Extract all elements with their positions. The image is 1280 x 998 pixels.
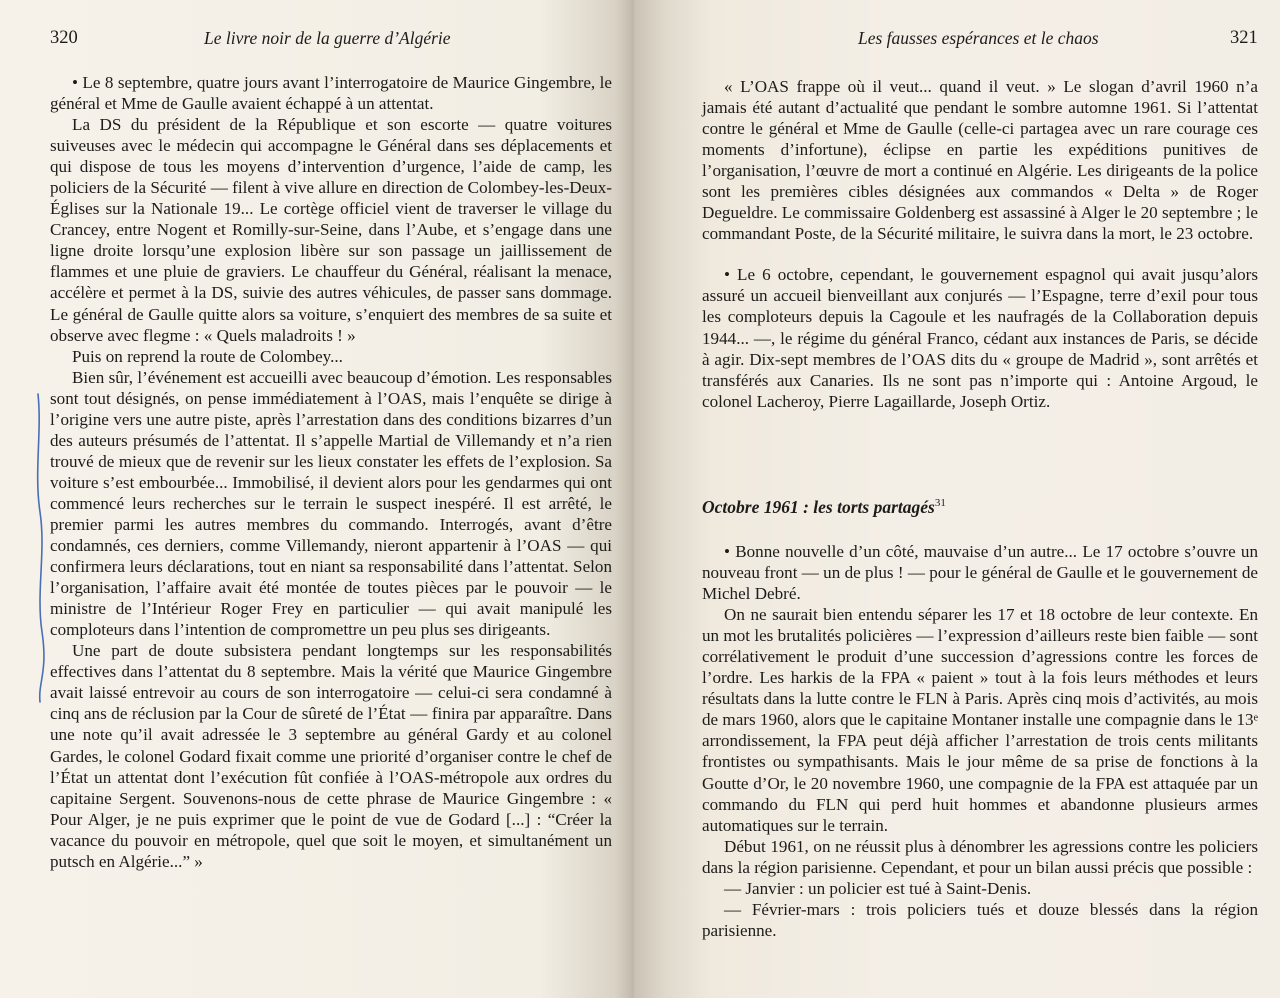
paragraph: • Bonne nouvelle d’un côté, mauvaise d’un autre... Le 17 octobre s’ouvre un nouveau front — un de plus ! — pour le général de Gaulle et le gouvernement de Michel Debré. [702, 542, 1258, 604]
running-head-right: Les fausses espérances et le chaos [858, 28, 1099, 48]
paragraph: Bien sûr, l’événement est accueilli avec beaucoup d’émotion. Les responsables sont tout désignés, on pense immédiatement à l’OAS, mais l’enquête se dirige à l’origine vers une autre piste, après l’arrestation dans des conditions bizarres d’un des auteurs présumés de l’attentat. Il s’appelle Martial de Villemandy et n’a rien trouvé de mieux que de revenir sur les lieux constater les effets de l’explosion. Sa voiture s’est embourbée... Immobilisé, il devient alors pour les gendarmes qui ont commencé leurs recherches sur le terrain le suspect inespéré. Il est arrêté, le premier parmi les autres membres du commando. Interrogés, avant d’être condamnés, ces derniers, comme Villemandy, nieront appartenir à l’OAS — qui confirmera leurs déclarations, tout en niant sa responsabilité dans l’attentat. Selon l’organisation, l’affaire avait été montée de toutes pièces par le pouvoir — le ministre de l’Intérieur Roger Frey en particulier — qui avait manipulé les comploteurs dans l’intention de compromettre un peu plus ses dirigeants. [50, 367, 612, 640]
footnote-ref: 31 [934, 497, 946, 510]
paragraph: • Le 8 septembre, quatre jours avant l’interrogatoire de Maurice Gingembre, le général et Mme de Gaulle avaient échappé à un attentat. [50, 73, 612, 114]
section-heading-text: Octobre 1961 : les torts partagés [702, 497, 935, 517]
section-heading [702, 497, 946, 518]
paragraph: — Janvier : un policier est tué à Saint-Denis. [724, 878, 1032, 898]
paragraph: • Le 6 octobre, cependant, le gouvernement espagnol qui avait jusqu’alors assuré un accueil bienveillant aux conjurés — l’Espagne, terre d’exil pour tous les comploteurs depuis la Cagoule et les naufragés de la Collaboration depuis 1944... —, le régime du général Franco, cédant aux instances de Paris, se décide à agir. Dix-sept membres de l’OAS dits du « groupe de Madrid », sont arrêtés et transférés aux Canaries. Ils ne sont pas n’importe qui : Antoine Argoud, le colonel Lacheroy, Pierre Lagaillarde, Joseph Ortiz. [702, 265, 1258, 411]
paragraph: « L’OAS frappe où il veut... quand il veut. » Le slogan d’avril 1960 n’a jamais été autant d’actualité que pendant le sombre automne 1961. Si l’attentat contre le général et Mme de Gaulle (celle-ci partagea avec un rare courage ces moments d’infortune), éclipse en partie les expéditions punitives de l’organisation, l’œuvre de mort a continué en Algérie. Les dirigeants de la police sont les premières cibles désignées aux commandos « Delta » de Roger Degueldre. Le commissaire Goldenberg est assassiné à Alger le 20 septembre ; le commandant Poste, de la Sécurité militaire, le suivra dans la mort, le 23 octobre. [702, 77, 1258, 244]
pen-margin-mark [28, 392, 52, 704]
paragraph: — Février-mars : trois policiers tués et douze blessés dans la région parisienne. [702, 899, 1258, 940]
paragraph: Puis on reprend la route de Colombey... [72, 346, 343, 366]
right-body-text-bottom [702, 541, 1258, 941]
paragraph: Début 1961, on ne réussit plus à dénombrer les agressions contre les policiers dans la région parisienne. Cependant, et pour un bilan aussi précis que possible : [702, 836, 1258, 877]
paragraph: La DS du président de la République et son escorte — quatre voitures suiveuses avec le médecin qui accompagne le Général dans ses déplacements et qui dispose de tous les moyens d’intervention d’urgence, l’aide de camp, les policiers de la Sécurité — filent à vive allure en direction de Colombey-les-Deux-Églises sur la Nationale 19... Le cortège officiel vient de traverser le village du Crancey, entre Nogent et Romilly-sur-Seine, dans l’Aube, et s’engage dans une ligne droite lorsqu’une explosion libère sur son passage un jaillissement de flammes et une pluie de graviers. Le chauffeur du Général, réalisant la menace, accélère et permet à la DS, suivie des autres véhicules, de passer sans dommage. Le général de Gaulle quitte alors sa voiture, s’enquiert des membres de sa suite et observe avec flegme : « Quels maladroits ! » [50, 115, 612, 345]
page-number-left: 320 [50, 28, 78, 48]
paragraph: On ne saurait bien entendu séparer les 17 et 18 octobre de leur contexte. En un mot les brutalités policières — l’expression d’ailleurs reste bien faible — sont corrélativement le produit d’une succession d’agressions contre les forces de l’ordre. Les harkis de la FPA « paient » tout à la fois leurs méthodes et leurs résultats dans la lutte contre le FLN à Paris. Après cinq mois d’activités, au mois de mars 1960, alors que le capitaine Montaner installe une compagnie dans le 13ᵉ arrondissement, la FPA peut déjà afficher l’arrestation de trois cents militants frontistes ou sympathisants. Mais le jour même de sa prise de fonctions à la Goutte d’Or, le 20 novembre 1960, une compagnie de la FPA est attaquée par un commando du FLN qui perd huit hommes et abandonne plusieurs armes automatiques sur le terrain. [702, 605, 1258, 835]
right-body-text-top [702, 76, 1258, 412]
left-body-text [50, 72, 612, 872]
page-number-right: 321 [1230, 28, 1258, 48]
running-head-left: Le livre noir de la guerre d’Algérie [204, 28, 451, 48]
paragraph: Une part de doute subsistera pendant longtemps sur les responsabilités effectives dans l’attentat du 8 septembre. Mais la vérité que Maurice Gingembre avait laissé entrevoir au cours de son interrogatoire — celui-ci sera condamné à cinq ans de réclusion par la Cour de sûreté de l’État — finira par apparaître. Dans une note qu’il avait adressée le 3 septembre au général Gardy et au colonel Gardes, le colonel Godard fixait comme une priorité d’organiser contre le chef de l’État un attentat dont l’exécution fût confiée à l’OAS-métropole aux ordres du capitaine Sergent. Souvenons-nous de cette phrase de Maurice Gingembre : « Pour Alger, je ne puis exprimer que le point de vue de Godard [...] : “Créer la vacance du pouvoir en métropole, quel que soit le moyen, et simultanément un putsch en Algérie...” » [50, 641, 612, 871]
left-page [0, 0, 634, 998]
